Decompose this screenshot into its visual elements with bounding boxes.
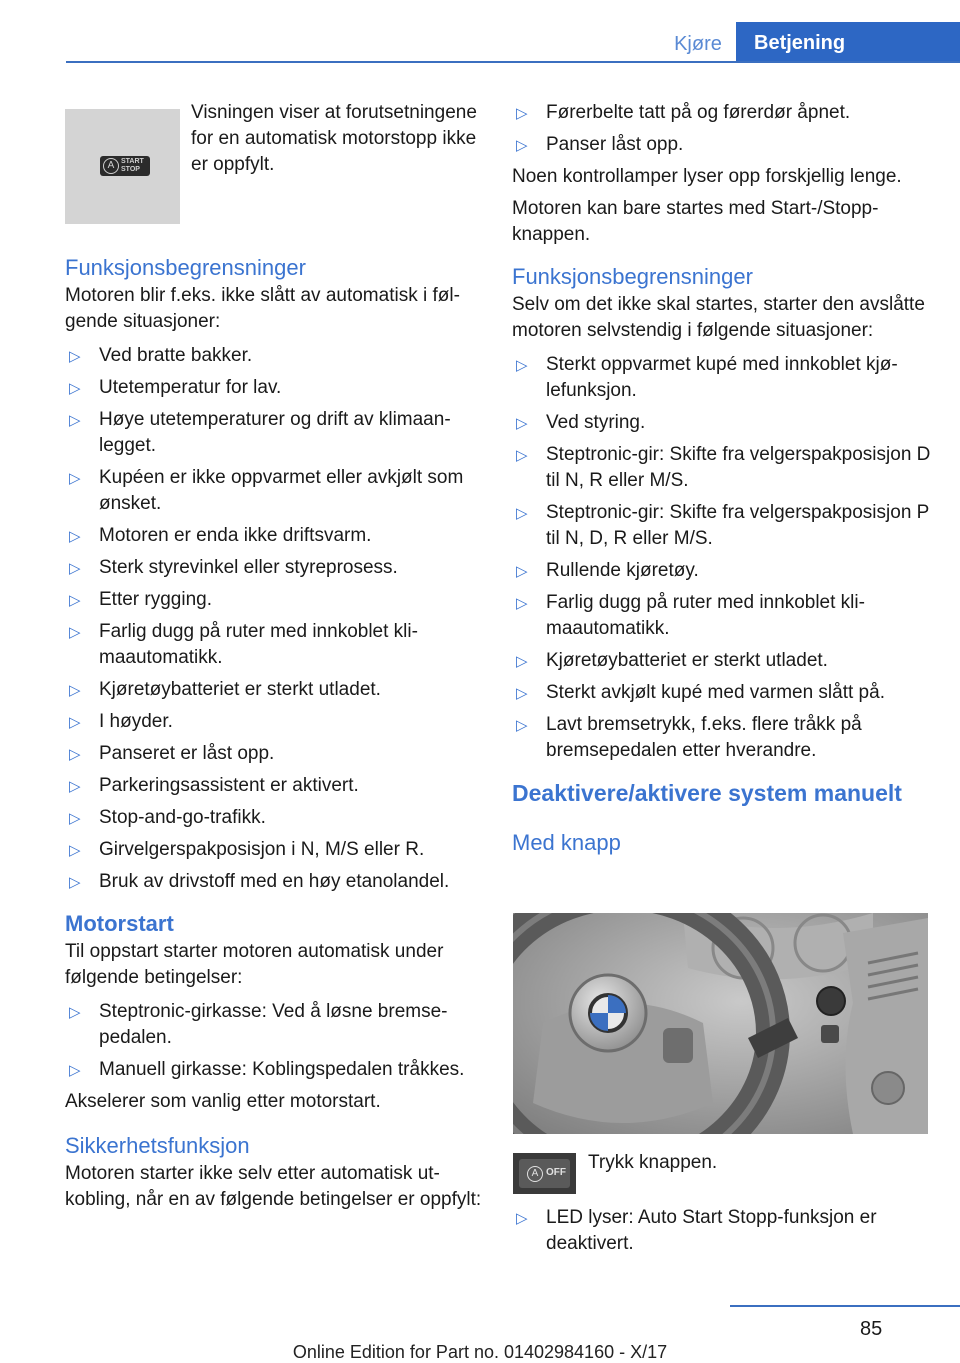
triangle-right-icon: ▷ (69, 412, 81, 429)
list-item (512, 132, 932, 158)
triangle-right-icon: ▷ (69, 682, 81, 699)
list-item (512, 680, 932, 706)
section-title-med-knapp: Med knapp (512, 830, 621, 855)
list-item (65, 407, 485, 459)
dashboard-illustration (513, 913, 928, 1134)
section-intro: Til oppstart starter motoren automatisk under følgende betingelser: (65, 941, 444, 988)
triangle-right-icon: ▷ (69, 1062, 81, 1079)
safety-condition-list (512, 100, 932, 158)
triangle-right-icon: ▷ (69, 528, 81, 545)
triangle-right-icon: ▷ (516, 415, 528, 432)
button-icon-letter: A (527, 1166, 543, 1182)
list-item-text: Rullende kjøretøy. (546, 560, 699, 581)
triangle-right-icon: ▷ (69, 470, 81, 487)
list-item (65, 741, 485, 767)
header-rule (66, 61, 960, 63)
list-item (65, 375, 485, 401)
button-off-label: OFF (546, 1167, 566, 1178)
list-item (512, 590, 932, 642)
list-item-text: Steptronic-gir: Skifte fra velgerspakposisjon D til N, R eller M/S. (546, 444, 931, 491)
triangle-right-icon: ▷ (516, 505, 528, 522)
header-tab-betjening[interactable]: Betjening (736, 22, 960, 62)
list-item-text: Farlig dugg på ruter med innkoblet klimaautomatikk. (546, 592, 865, 639)
section-intro: Motoren blir f.eks. ikke slått av automatisk i følgende situasjoner: (65, 285, 460, 332)
triangle-right-icon: ▷ (516, 1210, 528, 1227)
list-item-text: Girvelgerspakposisjon i N, M/S eller R. (99, 839, 425, 860)
list-item-text: Førerbelte tatt på og førerdør åpnet. (546, 102, 851, 123)
list-item-text: Etter rygging. (99, 589, 212, 610)
led-status-list (512, 1205, 932, 1263)
section-title-deaktivere: Deaktivere/aktivere system manuelt (512, 780, 902, 806)
dashboard-steering-wheel-photo (513, 913, 928, 1134)
triangle-right-icon: ▷ (69, 874, 81, 891)
section-title-funksjonsbegrensninger: Funksjonsbegrensninger (65, 255, 306, 280)
list-item (512, 500, 932, 552)
triangle-right-icon: ▷ (516, 447, 528, 464)
triangle-right-icon: ▷ (516, 717, 528, 734)
header-tab-kjore[interactable]: Kjøre (674, 33, 722, 55)
left-column (65, 253, 485, 1213)
list-item-text: Farlig dugg på ruter med innkoblet klimaautomatikk. (99, 621, 418, 668)
list-item-text: Manuell girkasse: Koblingspedalen tråkkes. (99, 1059, 465, 1080)
list-item-text: Steptronic-gir: Skifte fra velgerspakposisjon P til N, D, R eller M/S. (546, 502, 929, 549)
list-item (65, 837, 485, 863)
list-item-text: Kupéen er ikke oppvarmet eller avkjølt som ønsket. (99, 467, 464, 514)
list-item (65, 465, 485, 517)
footer-rule (730, 1305, 960, 1307)
section-intro: Motoren starter ikke selv etter automatisk utkobling, når en av følgende betingelser er oppfylt: (65, 1163, 482, 1210)
press-button-instruction: Trykk knappen. (588, 1152, 718, 1173)
list-item-text: Kjøretøybatteriet er sterkt utladet. (99, 679, 381, 700)
triangle-right-icon: ▷ (516, 357, 528, 374)
triangle-right-icon: ▷ (516, 595, 528, 612)
triangle-right-icon: ▷ (516, 685, 528, 702)
triangle-right-icon: ▷ (69, 714, 81, 731)
list-item (65, 1057, 485, 1083)
triangle-right-icon: ▷ (69, 624, 81, 641)
triangle-right-icon: ▷ (516, 105, 528, 122)
list-item-text: Steptronic-girkasse: Ved å løsne bremsepedalen. (99, 1001, 448, 1048)
list-item-text: Kjøretøybatteriet er sterkt utladet. (546, 650, 828, 671)
section-outro: Akselerer som vanlig etter motorstart. (65, 1091, 381, 1112)
list-item (65, 619, 485, 671)
list-item (65, 709, 485, 735)
auto-start-stop-off-button-image (513, 1153, 576, 1194)
list-item (512, 558, 932, 584)
list-item-text: Utetemperatur for lav. (99, 377, 282, 398)
right-column (512, 100, 932, 858)
list-item (65, 773, 485, 799)
list-item (65, 343, 485, 369)
auto-start-list (512, 352, 932, 764)
list-item-text: Høye utetemperaturer og drift av klimaanlegget. (99, 409, 451, 456)
list-item-text: Sterk styrevinkel eller styreprosess. (99, 557, 398, 578)
indicator-description: Visningen viser at forutsetningene for en automatisk motorstopp ikke er oppfylt. (191, 102, 477, 175)
motorstart-list (65, 999, 485, 1083)
start-stop-indicator-image (65, 109, 180, 224)
triangle-right-icon: ▷ (69, 778, 81, 795)
list-item-text: Panser låst opp. (546, 134, 684, 155)
list-item (65, 523, 485, 549)
list-item (512, 410, 932, 436)
list-item-text: I høyder. (99, 711, 173, 732)
list-item-text: Bruk av drivstoff med en høy etanolandel. (99, 871, 450, 892)
section-title-motorstart: Motorstart (65, 911, 174, 936)
list-item (512, 712, 932, 764)
list-item-text: Motoren er enda ikke driftsvarm. (99, 525, 372, 546)
triangle-right-icon: ▷ (69, 380, 81, 397)
list-item (512, 100, 932, 126)
list-item-text: Stop-and-go-trafikk. (99, 807, 266, 828)
triangle-right-icon: ▷ (69, 810, 81, 827)
triangle-right-icon: ▷ (516, 137, 528, 154)
badge-line1: START (121, 158, 144, 165)
auto-start-stop-icon (100, 156, 150, 176)
triangle-right-icon: ▷ (69, 348, 81, 365)
edition-footer: Online Edition for Part no. 01402984160 - X/17 (292, 1342, 668, 1362)
list-item (65, 677, 485, 703)
triangle-right-icon: ▷ (69, 592, 81, 609)
triangle-right-icon: ▷ (516, 653, 528, 670)
list-item (512, 442, 932, 494)
triangle-right-icon: ▷ (69, 842, 81, 859)
list-item-text: Sterkt oppvarmet kupé med innkoblet kjølefunksjon. (546, 354, 898, 401)
list-item-text: Ved styring. (546, 412, 646, 433)
section-intro: Selv om det ikke skal startes, starter den avslåtte motoren selvstendig i følgende situasjoner: (512, 294, 925, 341)
section-title-funksjonsbegrensninger-2: Funksjonsbegrensninger (512, 264, 753, 289)
triangle-right-icon: ▷ (69, 1004, 81, 1021)
paragraph-control-lamps: Noen kontrollamper lyser opp forskjellig lenge. (512, 166, 902, 187)
badge-icon-letter: A (103, 158, 119, 174)
list-item (65, 999, 485, 1051)
list-item (512, 352, 932, 404)
list-item-text: Panseret er låst opp. (99, 743, 275, 764)
list-item-text: Ved bratte bakker. (99, 345, 253, 366)
paragraph-start-button: Motoren kan bare startes med Start-/Stopp-knappen. (512, 198, 879, 245)
list-item (65, 869, 485, 895)
list-item (65, 805, 485, 831)
section-title-sikkerhetsfunksjon: Sikkerhetsfunksjon (65, 1133, 250, 1158)
badge-line2: STOP (121, 166, 140, 173)
list-item (65, 587, 485, 613)
triangle-right-icon: ▷ (516, 563, 528, 580)
list-item-text: Parkeringsassistent er aktivert. (99, 775, 359, 796)
list-item (65, 555, 485, 581)
list-item (512, 648, 932, 674)
page-number: 85 (860, 1318, 883, 1340)
list-item-text: Sterkt avkjølt kupé med varmen slått på. (546, 682, 885, 703)
restriction-list (65, 343, 485, 895)
list-item-text: Lavt bremsetrykk, f.eks. flere tråkk på bremsepedalen etter hverandre. (546, 714, 862, 761)
list-item: ▷ LED lyser: Auto Start Stopp-funksjon er deaktivert. (516, 1207, 877, 1254)
triangle-right-icon: ▷ (69, 560, 81, 577)
triangle-right-icon: ▷ (69, 746, 81, 763)
